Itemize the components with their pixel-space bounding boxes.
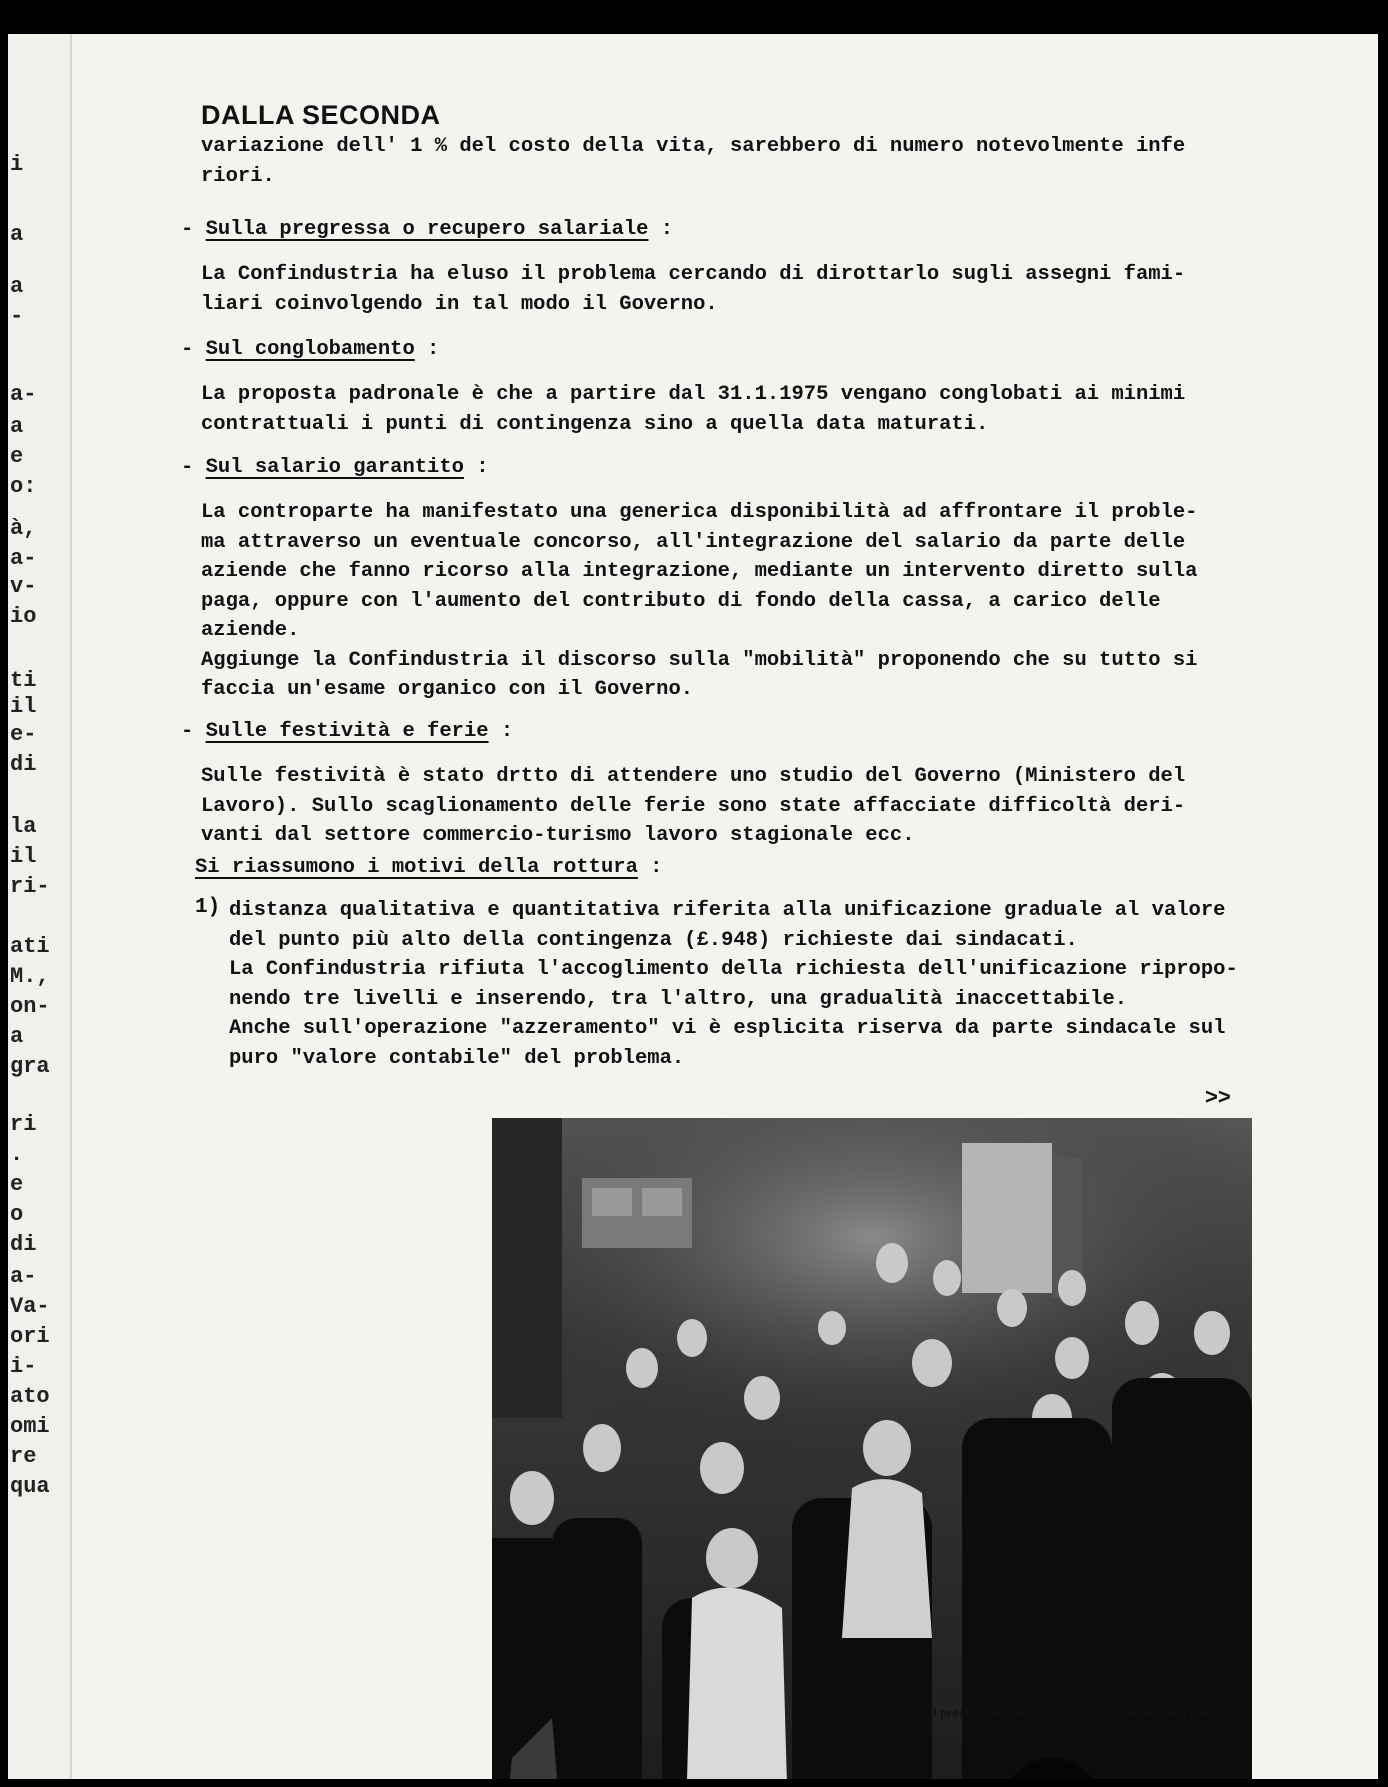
summary-heading-text: Si riassumono i motivi della rottura [195, 856, 638, 879]
body-line: vanti dal settore commercio-turismo lavoro stagionale ecc. [201, 824, 915, 847]
prev-page-fragment: v- [10, 574, 37, 599]
section-body-salario [201, 498, 1261, 705]
photo-caption: Il presidio dei lavoratori davanti alla Magneti Marelli [929, 1708, 1228, 1720]
prev-page-fragment: omi [10, 1414, 50, 1439]
prev-page-fragment: di [10, 1232, 37, 1257]
prev-page-fragment: a- [10, 382, 37, 407]
prev-page-fragment: i [10, 152, 24, 177]
prev-page-fragment: à, [10, 516, 37, 541]
section-heading-text: Sulla pregressa o recupero salariale [205, 218, 649, 241]
intro-paragraph [201, 132, 1185, 191]
body-line: Aggiunge la Confindustria il discorso sulla "mobilità" proponendo che su tutto si [201, 648, 1198, 672]
prev-page-fragment: e [10, 444, 24, 469]
intro-line: variazione dell' 1 % del costo della vita, sarebbero di numero notevolmente infe [201, 135, 1186, 158]
prev-page-fragment: e [10, 1172, 24, 1197]
prev-page-fragment: i- [10, 1354, 37, 1379]
prev-page-fragment: re [10, 1444, 37, 1469]
section-heading-recupero: - Sulla pregressa o recupero salariale : [181, 218, 674, 241]
body-line: liari coinvolgendo in tal modo il Governo. [201, 292, 718, 316]
article-body [181, 100, 1281, 1070]
prev-page-fragment: di [10, 752, 37, 777]
prev-page-fragment: - [10, 304, 24, 329]
prev-page-fragment: ori [10, 1324, 50, 1349]
body-line: Sulle festività è stato drtto di attendere uno studio del Governo (Ministero del [201, 765, 1186, 788]
item-line: nendo tre livelli e inserendo, tra l'altro, una gradualità inaccettabile. [229, 987, 1128, 1011]
prev-page-fragment: a [10, 274, 24, 299]
prev-page-fragment: a- [10, 546, 37, 571]
body-line: La Confindustria ha eluso il problema cercando di dirottarlo sugli assegni fami- [201, 263, 1186, 286]
prev-page-fragment: o [10, 1202, 24, 1227]
prev-page-fragment: o: [10, 474, 37, 499]
document-page [8, 34, 1378, 1779]
prev-page-fragment: e- [10, 722, 37, 747]
body-line: La controparte ha manifestato una generica disponibilità ad affrontare il proble- [201, 501, 1198, 524]
prev-page-fragment: qua [10, 1474, 50, 1499]
prev-page-fragment: il [10, 694, 37, 719]
prev-page-fragment: gra [10, 1054, 50, 1079]
body-line: contrattuali i punti di contingenza sino a quella data maturati. [201, 412, 989, 436]
prev-page-fragment: la [10, 814, 37, 839]
photo-workers-picket [492, 1118, 1252, 1779]
prev-page-fragment: ato [10, 1384, 50, 1409]
prev-page-fragment: ati [10, 934, 50, 959]
section-body-recupero [201, 260, 1261, 319]
item-line: La Confindustria rifiuta l'accoglimento della richiesta dell'unificazione ripropo- [229, 958, 1238, 981]
body-line: paga, oppure con l'aumento del contributo di fondo della cassa, a carico delle [201, 589, 1161, 613]
body-line: La proposta padronale è che a partire dal 31.1.1975 vengano conglobati ai minimi [201, 383, 1186, 406]
body-line: Lavoro). Sullo scaglionamento delle ferie sono state affacciate difficoltà deri- [201, 794, 1186, 818]
continue-mark: >> [1205, 1084, 1231, 1109]
summary-item-1 [195, 896, 1275, 1073]
prev-page-fragment: ri- [10, 874, 50, 899]
page-header: DALLA SECONDA [201, 100, 441, 130]
body-line: faccia un'esame organico con il Governo. [201, 678, 694, 701]
section-heading-text: Sul salario garantito [205, 456, 464, 479]
prev-page-fragment: Va- [10, 1294, 50, 1319]
body-line: ma attraverso un eventuale concorso, all'integrazione del salario da parte delle [201, 530, 1186, 554]
prev-page-fragment: a [10, 414, 24, 439]
intro-line: riori. [201, 164, 275, 188]
prev-page-fragment: io [10, 604, 37, 629]
section-heading-ferie: - Sulle festività e ferie : [181, 720, 514, 743]
prev-page-fragment: ti [10, 668, 37, 693]
section-heading-text: Sulle festività e ferie [205, 720, 489, 743]
item-line: distanza qualitativa e quantitativa riferita alla unificazione graduale al valore [229, 899, 1226, 922]
item-line: del punto più alto della contingenza (£.948) richieste dai sindacati. [229, 928, 1078, 952]
prev-page-fragment: ri [10, 1112, 37, 1137]
item-line: Anche sull'operazione "azzeramento" vi è esplicita riserva da parte sindacale sul [229, 1017, 1226, 1040]
body-line: aziende. [201, 619, 300, 642]
prev-page-fragment: a [10, 1024, 24, 1049]
previous-page-edge [8, 34, 72, 1779]
item-line: puro "valore contabile" del problema. [229, 1046, 685, 1070]
prev-page-fragment: . [10, 1142, 24, 1167]
prev-page-fragment: a [10, 222, 24, 247]
item-number: 1) [195, 896, 221, 919]
section-heading-conglobamento: - Sul conglobamento : [181, 338, 440, 361]
section-heading-text: Sul conglobamento [205, 338, 415, 361]
body-line: aziende che fanno ricorso alla integrazione, mediante un intervento diretto sulla [201, 560, 1198, 583]
prev-page-fragment: M., [10, 964, 50, 989]
section-body-conglobamento [201, 380, 1261, 439]
summary-heading: Si riassumono i motivi della rottura : [195, 856, 663, 879]
photo-image [492, 1118, 1252, 1779]
prev-page-fragment: il [10, 844, 37, 869]
section-body-ferie [201, 762, 1261, 851]
section-heading-salario: - Sul salario garantito : [181, 456, 489, 479]
prev-page-fragment: on- [10, 994, 50, 1019]
prev-page-fragment: a- [10, 1264, 37, 1289]
